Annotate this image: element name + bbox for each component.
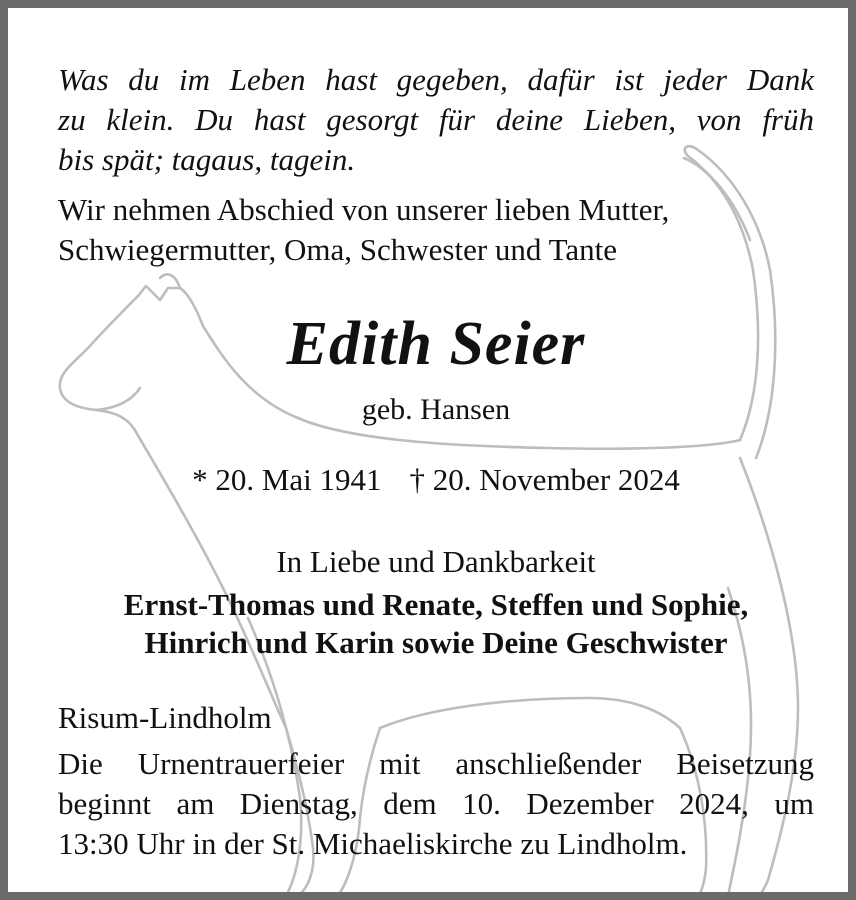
poem-line: zu klein. Du hast gesorgt für deine Lieben, von früh (58, 102, 814, 137)
service-line: Die Urnentrauerfeier mit anschließender Beisetzung (58, 746, 814, 781)
mourners-line: Ernst-Thomas und Renate, Steffen und Sophie, (123, 587, 749, 622)
memorial-poem (58, 60, 814, 180)
maiden-name: geb. Hansen (361, 393, 511, 426)
farewell-intro (58, 190, 814, 270)
deceased-name: Edith Seier (286, 310, 586, 378)
intro-line: Wir nehmen Abschied von unserer lieben Mutter, (58, 192, 670, 227)
mourners-line: Hinrich und Karin sowie Deine Geschwister (144, 625, 728, 660)
life-dates (8, 458, 856, 502)
poem-line: Was du im Leben hast gegeben, dafür ist jeder Dank (58, 62, 814, 97)
mourners-heading: In Liebe und Dankbarkeit (276, 544, 596, 579)
mourners-names (48, 586, 824, 662)
service-line: beginnt am Dienstag, dem 10. Dezember 2024, um (58, 786, 814, 821)
death-date: † 20. November 2024 (409, 462, 680, 497)
birth-date: * 20. Mai 1941 (192, 462, 382, 497)
place-name: Risum-Lindholm (58, 700, 272, 735)
service-line: 13:30 Uhr in der St. Michaeliskirche zu Lindholm. (58, 826, 688, 861)
poem-line: bis spät; tagaus, tagein. (58, 142, 356, 177)
intro-line: Schwiegermutter, Oma, Schwester und Tante (58, 232, 618, 267)
funeral-service-info (58, 744, 814, 864)
